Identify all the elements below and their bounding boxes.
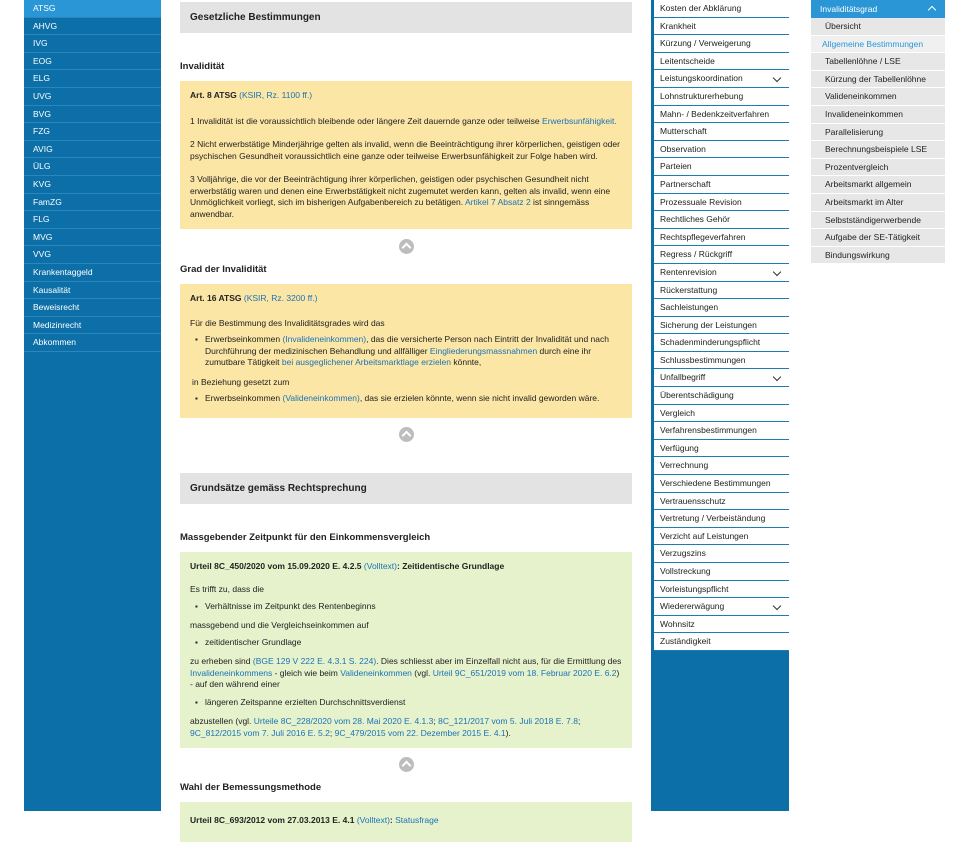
index-item-label: Verzugszins: [660, 548, 706, 559]
back-to-top-icon[interactable]: [399, 239, 414, 254]
judgment-label: Urteil 8C_450/2020 vom 15.09.2020 E. 4.2.5: [190, 560, 362, 571]
index-item-label: Schlussbestimmungen: [660, 354, 746, 365]
index-item[interactable]: [654, 457, 789, 475]
list-text: , das die versicherte Person nach Eintritt der Invalidität und nach Durchführung der medizinischen Behandlung und allfälliger: [205, 334, 609, 356]
index-item-label: Zuständigkeit: [660, 636, 711, 647]
chevron-down-icon[interactable]: [773, 373, 781, 381]
index-item-label: Verfahrensbestimmungen: [660, 425, 757, 436]
left-nav-item[interactable]: AHVG: [24, 18, 161, 36]
submenu-item[interactable]: Übersicht: [811, 18, 945, 36]
index-item-label: Krankheit: [660, 20, 696, 31]
heading-massgebender-zeitpunkt: Massgebender Zeitpunkt für den Einkommensvergleich: [180, 531, 431, 543]
index-item[interactable]: [654, 53, 789, 71]
left-nav-item[interactable]: ÜLG: [24, 158, 161, 176]
left-nav-item[interactable]: UVG: [24, 88, 161, 106]
article-box-art8: [180, 81, 632, 229]
invaliditaetsgrad-submenu: [811, 0, 945, 264]
paragraph-text: ist sinngemäss anwendbar.: [190, 197, 590, 219]
index-item[interactable]: [654, 0, 789, 18]
index-item-label: Mutterschaft: [660, 126, 707, 137]
chevron-down-icon[interactable]: [773, 602, 781, 610]
topic-index: [651, 0, 789, 811]
submenu-header[interactable]: [811, 0, 945, 18]
left-nav-item[interactable]: Kausalität: [24, 282, 161, 300]
judgment-label: Urteil 8C_693/2012 vom 27.03.2013 E. 4.1: [190, 815, 355, 825]
index-item[interactable]: [654, 440, 789, 458]
index-item[interactable]: [654, 70, 789, 88]
index-item[interactable]: [654, 493, 789, 511]
index-item-label: Observation: [660, 143, 706, 154]
back-to-top-icon[interactable]: [399, 427, 414, 442]
index-item[interactable]: [654, 616, 789, 634]
chevron-down-icon[interactable]: [773, 74, 781, 82]
left-nav-item[interactable]: FLG: [24, 211, 161, 229]
index-item-label: Regress / Rückgriff: [660, 249, 733, 260]
index-item[interactable]: [654, 194, 789, 212]
left-nav-item[interactable]: Abkommen: [24, 334, 161, 352]
index-item[interactable]: [654, 106, 789, 124]
index-item[interactable]: [654, 475, 789, 493]
index-item-label: Verzicht auf Leistungen: [660, 530, 749, 541]
urteil-link[interactable]: Urteil 9C_651/2019 vom 18. Februar 2020 E. 6.2: [432, 667, 617, 678]
paragraph-text: abzustellen (vgl.: [190, 716, 254, 726]
index-item[interactable]: [654, 317, 789, 335]
index-item[interactable]: [654, 352, 789, 370]
index-item-label: Vorleistungspflicht: [660, 583, 729, 594]
left-nav-item[interactable]: AVIG: [24, 141, 161, 159]
urteil-link[interactable]: 8C_121/2017 vom 5. Juli 2018 E. 7.8: [438, 716, 578, 726]
artikel-7-link[interactable]: Artikel 7 Absatz 2: [465, 197, 531, 207]
left-nav-item[interactable]: EOG: [24, 53, 161, 71]
valideneinkommen-link[interactable]: Valideneinkommen: [340, 667, 412, 678]
index-item-label: Mahn- / Bedenkzeitverfahren: [660, 108, 770, 119]
chevron-down-icon[interactable]: [773, 268, 781, 276]
section-title-gesetzliche: Gesetzliche Bestimmungen: [180, 2, 632, 33]
section-title-grundsaetze: Grundsätze gemäss Rechtsprechung: [180, 473, 632, 504]
left-nav-item[interactable]: VVG: [24, 246, 161, 264]
statusfrage-link[interactable]: Statusfrage: [395, 815, 439, 825]
heading-wahl: Wahl der Bemessungsmethode: [180, 782, 322, 793]
index-item[interactable]: [654, 581, 789, 599]
left-nav-item[interactable]: ELG: [24, 70, 161, 88]
index-item-label: Vergleich: [660, 407, 695, 418]
submenu-item[interactable]: Kürzung der Tabellenlöhne: [811, 71, 945, 89]
index-item[interactable]: [654, 528, 789, 546]
left-nav-item[interactable]: MVG: [24, 229, 161, 247]
index-item[interactable]: [654, 123, 789, 141]
left-nav-item[interactable]: FamZG: [24, 194, 161, 212]
index-item-label: Leistungskoordination: [660, 73, 743, 84]
ksir-link[interactable]: (KSIR, Rz. 3200 ff.): [243, 293, 318, 303]
index-item[interactable]: [654, 264, 789, 282]
submenu-item[interactable]: Parallelisierung: [811, 124, 945, 142]
paragraph-text: 3 Volljährige, die vor der Beeinträchtigung ihrer körperlichen, geistigen oder psychischen Gesundheit nicht erwerbstätig waren und denen eine Erwerbstätigkeit nicht zugemutet werden kann, gelten als invalid, wenn eine Unmöglichkeit vorliegt, sich im bisherigen Aufgabenbereich zu betätigen.: [190, 174, 611, 207]
bge-link[interactable]: (BGE 129 V 222 E. 4.3.1 S. 224): [252, 656, 377, 666]
paragraph-text: Es trifft zu, dass die: [190, 584, 265, 594]
heading-grad: Grad der Invalidität: [180, 264, 267, 275]
index-item-label: Sicherung der Leistungen: [660, 319, 757, 330]
paragraph-text: 2 Nicht erwerbstätige Minderjährige gelten als invalid, wenn die Beeinträchtigung ihrer körperlichen, geistigen oder psychischen Gesundheit voraussichtlich eine ganze oder teilweise Erwerbsunfähigkeit zur Folge haben wird.: [190, 139, 620, 161]
index-item[interactable]: [654, 158, 789, 176]
paragraph-text: ) - auf den während einer: [190, 667, 620, 689]
index-item-label: Wiedererwägung: [660, 601, 725, 612]
index-item-label: Wohnsitz: [660, 618, 695, 629]
submenu-item[interactable]: Bindungswirkung: [811, 247, 945, 265]
eingliederungsmassnahmen-link[interactable]: Eingliederungsmassnahmen: [429, 345, 538, 356]
paragraph-text: ).: [505, 727, 511, 738]
heading-invaliditaet: Invalidität: [180, 61, 225, 72]
index-item-label: Rückerstattung: [660, 284, 718, 295]
volltext-link[interactable]: (Volltext): [363, 560, 397, 571]
index-item[interactable]: [654, 545, 789, 563]
index-item-label: Vertrauensschutz: [660, 495, 726, 506]
list-text: Erwerbseinkommen: [205, 334, 283, 344]
index-item-label: Rechtspflegeverfahren: [660, 231, 746, 242]
left-nav-item[interactable]: KVG: [24, 176, 161, 194]
volltext-link[interactable]: (Volltext): [356, 815, 390, 825]
index-item-label: Kürzung / Verweigerung: [660, 38, 751, 49]
index-item[interactable]: [654, 88, 789, 106]
index-item[interactable]: [654, 299, 789, 317]
ksir-link[interactable]: (KSIR, Rz. 1100 ff.): [239, 90, 313, 100]
submenu-item[interactable]: Tabellenlöhne / LSE: [811, 53, 945, 71]
index-item-label: Prozessuale Revision: [660, 196, 742, 207]
index-item[interactable]: [654, 141, 789, 159]
index-item[interactable]: [654, 229, 789, 247]
judgment-box-8c-693: Urteil 8C_693/2012 vom 27.03.2013 E. 4.1 (Volltext): Statusfrage: [180, 802, 632, 842]
list-item: ▪ längeren Zeitspanne erzielten Durchschnittsverdienst: [190, 697, 622, 709]
list-item: ▪ zeitidentischer Grundlage: [190, 637, 622, 649]
index-item[interactable]: [654, 35, 789, 53]
index-item-label: Verfügung: [660, 442, 699, 453]
paragraph-text: Für die Bestimmung des Invaliditätsgrades wird das: [190, 317, 385, 328]
index-item-label: Leitentscheide: [660, 55, 715, 66]
index-item[interactable]: [654, 211, 789, 229]
submenu-item[interactable]: Aufgabe der SE-Tätigkeit: [811, 229, 945, 247]
left-nav-item[interactable]: FZG: [24, 123, 161, 141]
index-item[interactable]: [654, 405, 789, 423]
paragraph-text: 1 Invalidität ist die voraussichtlich bleibende oder längere Zeit dauernde ganze oder teilweise: [190, 115, 543, 126]
paragraph-text: zu erheben sind: [190, 656, 253, 666]
submenu-item[interactable]: Selbstständigerwerbende: [811, 212, 945, 230]
erwerbsunfaehigkeit-link[interactable]: Erwerbsunfähigkeit.: [542, 115, 617, 126]
left-nav-item[interactable]: ATSG: [24, 0, 161, 18]
index-item-label: Lohnstrukturerhebung: [660, 90, 744, 101]
left-nav-item[interactable]: Krankentaggeld: [24, 264, 161, 282]
left-nav-item[interactable]: Beweisrecht: [24, 299, 161, 317]
submenu-item[interactable]: Valideneinkommen: [811, 88, 945, 106]
invalideneinkommen-link[interactable]: Invalideneinkommens: [190, 667, 273, 678]
submenu-header-label: Invaliditätsgrad: [820, 4, 878, 14]
index-item[interactable]: [654, 510, 789, 528]
paragraph-text: massgebend und die Vergleichseinkommen auf: [190, 620, 369, 630]
paragraph-text: (vgl.: [411, 667, 433, 678]
article-label: Art. 8 ATSG: [190, 90, 237, 100]
paragraph-text: . Dies schliesst aber im Einzelfall nicht aus, für die Ermittlung des: [376, 656, 622, 666]
judgment-topic: : Zeitidentische Grundlage: [397, 560, 505, 571]
list-text: Erwerbseinkommen: [205, 393, 283, 403]
left-nav-item[interactable]: IVG: [24, 35, 161, 53]
left-nav-item[interactable]: Medizinrecht: [24, 317, 161, 335]
index-item-label: Vollstreckung: [660, 566, 711, 576]
list-text: könnte,: [451, 357, 482, 367]
left-nav: [24, 0, 161, 811]
index-item-label: Rechtliches Gehör: [660, 214, 730, 225]
judgment-box-8c-450: Urteil 8C_450/2020 vom 15.09.2020 E. 4.2.5 (Volltext): Zeitidentische Grundlage Es trifft zu, dass die ▪ Verhältnisse im Zeitpunkt des Rentenbeginns massgebend und die Vergleichseinkommen auf ▪ zeitidentischer Grundlage zu erheben sind (BGE 129 V 222 E. 4.3.1 S. 224). Dies schliesst aber im Einzelfall nicht aus, für die Ermittlung des Invalideneinkommens - gleich wie beim Valideneinkommen (vgl. Urteil 9C_651/2019 vom 18. Februar 2020 E. 6.2) - auf den während einer ▪ längeren Zeitspanne erzielten Durchschnittsverdienst abzustellen (vgl. Urteile 8C_228/2020 vom 28. Mai 2020 E. 4.1.3; 8C_121/2017 vom 5. Juli 2018 E. 7.8; 9C_812/2015 vom 7. Juli 2016 E. 5.2; 9C_479/2015 vom 22. Dezember 2015 E. 4.1).: [180, 552, 632, 749]
main-content: [180, 0, 632, 842]
submenu-item[interactable]: Arbeitsmarkt im Alter: [811, 194, 945, 212]
index-item-label: Rentenrevision: [660, 266, 717, 277]
arbeitsmarktlage-link[interactable]: bei ausgeglichener Arbeitsmarktlage erzielen: [281, 357, 452, 367]
list-text: durch eine ihr zumutbare Tätigkeit: [205, 345, 592, 367]
list-text: , das sie erzielen könnte, wenn sie nicht invalid geworden wäre.: [359, 393, 600, 403]
index-item-label: Unfallbegriff: [660, 372, 706, 383]
list-item: [190, 393, 622, 405]
chevron-up-icon[interactable]: [928, 6, 936, 14]
index-item[interactable]: [654, 369, 789, 387]
list-item: [190, 334, 622, 369]
urteil-link[interactable]: Urteile 8C_228/2020 vom 28. Mai 2020 E. 4.1.3: [253, 716, 434, 726]
index-item-label: Parteien: [660, 161, 692, 172]
index-item[interactable]: [654, 387, 789, 405]
index-item-label: Sachleistungen: [660, 302, 719, 313]
article-label: Art. 16 ATSG: [190, 293, 242, 303]
urteil-link[interactable]: 9C_812/2015 vom 7. Juli 2016 E. 5.2: [190, 727, 330, 738]
index-item-label: Vertretung / Verbeiständung: [660, 513, 766, 524]
index-item[interactable]: [654, 598, 789, 616]
list-item: ▪ Verhältnisse im Zeitpunkt des Rentenbeginns: [190, 601, 622, 613]
article-box-art16: [180, 284, 632, 418]
back-to-top-icon[interactable]: [399, 757, 414, 772]
paragraph-text: in Beziehung gesetzt zum: [192, 376, 290, 387]
index-item[interactable]: [654, 282, 789, 300]
index-item-label: Überentschädigung: [660, 390, 734, 401]
index-item[interactable]: [654, 633, 789, 651]
index-item[interactable]: [654, 176, 789, 194]
paragraph-text: - gleich wie beim: [272, 667, 341, 678]
valideneinkommen-link[interactable]: (Valideneinkommen): [282, 393, 360, 403]
index-item[interactable]: [654, 422, 789, 440]
index-item-label: Verschiedene Bestimmungen: [660, 478, 771, 489]
submenu-item[interactable]: Invalideneinkommen: [811, 106, 945, 124]
submenu-item[interactable]: Arbeitsmarkt allgemein: [811, 176, 945, 194]
index-item[interactable]: [654, 246, 789, 264]
submenu-item[interactable]: Prozentvergleich: [811, 159, 945, 177]
index-item-label: Partnerschaft: [660, 178, 711, 189]
index-item-label: Schadenminderungspflicht: [660, 337, 761, 348]
urteil-link[interactable]: 9C_479/2015 vom 22. Dezember 2015 E. 4.1: [334, 727, 506, 738]
index-item-label: Kosten der Abklärung: [660, 3, 742, 13]
left-nav-item[interactable]: BVG: [24, 106, 161, 124]
submenu-item[interactable]: Allgemeine Bestimmungen: [811, 36, 945, 54]
index-item[interactable]: [654, 18, 789, 36]
index-item[interactable]: [654, 334, 789, 352]
submenu-item[interactable]: Berechnungsbeispiele LSE: [811, 141, 945, 159]
invalideneinkommen-link[interactable]: (Invalideneinkommen): [282, 334, 367, 344]
index-item-label: Verrechnung: [660, 460, 709, 471]
index-item[interactable]: [654, 563, 789, 581]
